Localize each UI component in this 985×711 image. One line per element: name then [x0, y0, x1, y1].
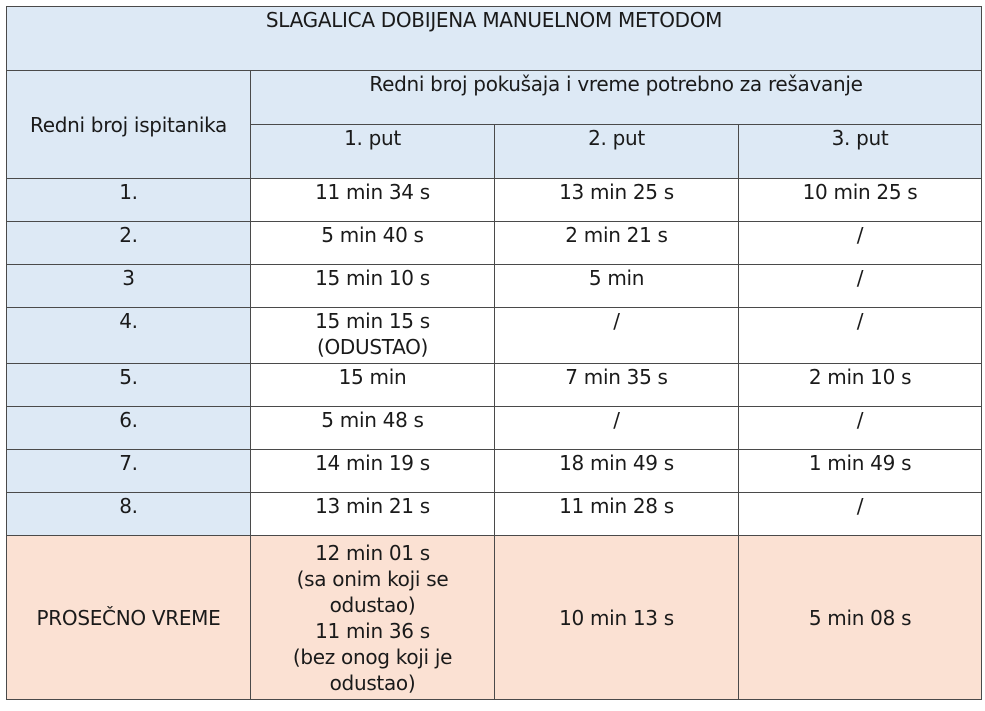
time-cell: / — [739, 493, 982, 536]
time-cell: / — [495, 308, 739, 364]
time-cell: 2 min 10 s — [739, 364, 982, 407]
time-cell: 5 min — [495, 265, 739, 308]
row-header-label: Redni broj ispitanika — [7, 71, 251, 179]
table-row — [7, 222, 982, 265]
row-label: 4. — [7, 308, 251, 364]
time-cell: / — [739, 407, 982, 450]
table-row — [7, 308, 982, 364]
average-row — [7, 536, 982, 700]
group-header: Redni broj pokušaja i vreme potrebno za rešavanje — [251, 71, 982, 125]
table-row — [7, 364, 982, 407]
time-cell: 15 min — [251, 364, 495, 407]
attempt-header: 1. put — [251, 125, 495, 179]
average-time-cell: 10 min 13 s — [495, 536, 739, 700]
time-cell: 14 min 19 s — [251, 450, 495, 493]
table-row — [7, 493, 982, 536]
row-label: 2. — [7, 222, 251, 265]
time-cell: / — [739, 265, 982, 308]
table-title: SLAGALICA DOBIJENA MANUELNOM METODOM — [7, 7, 982, 71]
table-row — [7, 179, 982, 222]
time-cell: 5 min 48 s — [251, 407, 495, 450]
time-cell: 13 min 25 s — [495, 179, 739, 222]
average-time-cell: 5 min 08 s — [739, 536, 982, 700]
time-cell: 15 min 15 s (ODUSTAO) — [251, 308, 495, 364]
table-row — [7, 265, 982, 308]
average-time-cell: 12 min 01 s (sa onim koji se odustao) 11 min 36 s (bez onog koji je odustao) — [251, 536, 495, 700]
attempt-header: 2. put — [495, 125, 739, 179]
time-cell: 2 min 21 s — [495, 222, 739, 265]
average-label: PROSEČNO VREME — [7, 536, 251, 700]
attempt-header: 3. put — [739, 125, 982, 179]
time-cell: 10 min 25 s — [739, 179, 982, 222]
time-cell: 11 min 28 s — [495, 493, 739, 536]
time-cell: / — [739, 222, 982, 265]
time-cell: 15 min 10 s — [251, 265, 495, 308]
row-label: 5. — [7, 364, 251, 407]
row-label: 7. — [7, 450, 251, 493]
row-label: 8. — [7, 493, 251, 536]
time-cell: / — [739, 308, 982, 364]
time-cell: / — [495, 407, 739, 450]
time-cell: 1 min 49 s — [739, 450, 982, 493]
time-cell: 7 min 35 s — [495, 364, 739, 407]
time-cell: 13 min 21 s — [251, 493, 495, 536]
results-table — [6, 6, 982, 700]
time-cell: 18 min 49 s — [495, 450, 739, 493]
row-label: 1. — [7, 179, 251, 222]
time-cell: 11 min 34 s — [251, 179, 495, 222]
table-row — [7, 450, 982, 493]
table-row — [7, 407, 982, 450]
row-label: 3 — [7, 265, 251, 308]
time-cell: 5 min 40 s — [251, 222, 495, 265]
row-label: 6. — [7, 407, 251, 450]
